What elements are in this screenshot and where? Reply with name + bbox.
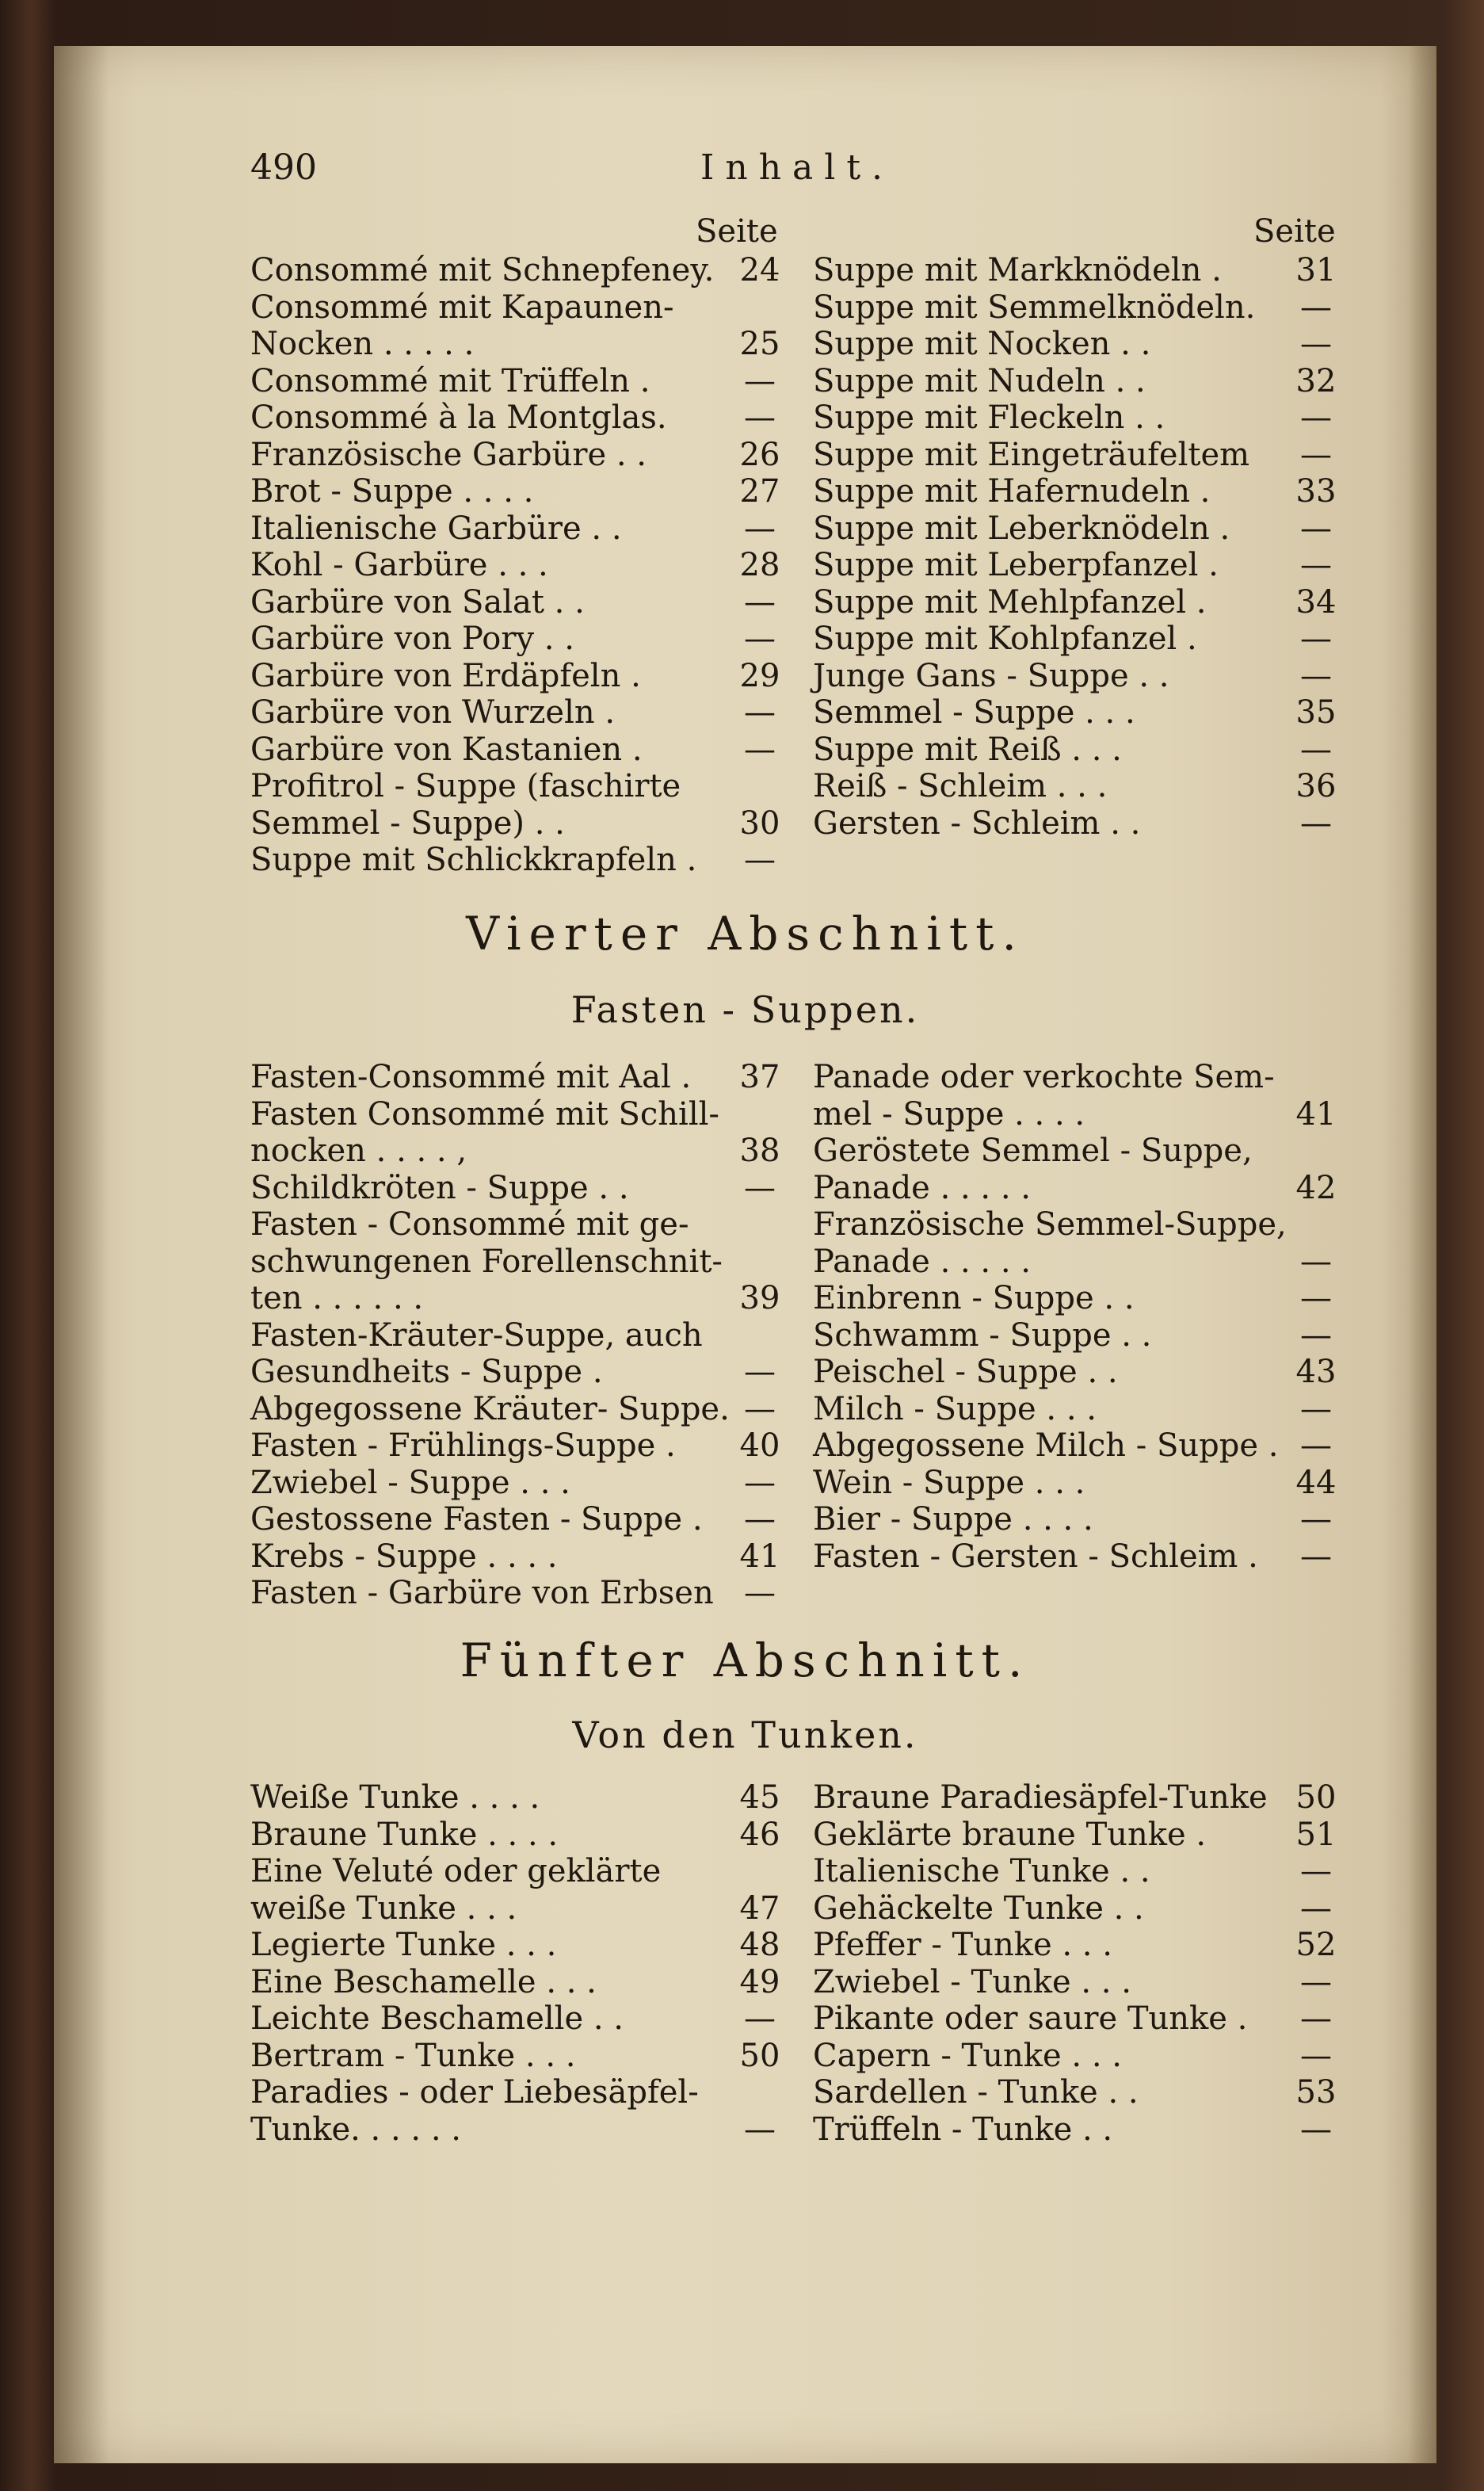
toc-entry (250, 1280, 780, 1316)
toc-entry (250, 694, 776, 731)
toc-entry (250, 326, 780, 362)
toc-entry-page: 25 (739, 326, 780, 362)
toc-entry-title: Italienische Tunke . . (813, 1853, 1150, 1889)
toc-entry (813, 1538, 1332, 1575)
toc-entry (250, 547, 780, 583)
toc-entry-title: Semmel - Suppe) . . (250, 804, 565, 842)
toc-entry-page: 38 (739, 1133, 780, 1169)
toc-entry (250, 1390, 776, 1427)
toc-entry-title: Fasten-Kräuter-Suppe, auch (250, 1316, 703, 1354)
toc-entry-title: Suppe mit Leberknödeln . (813, 510, 1230, 547)
toc-entry (813, 1963, 1332, 2000)
toc-entry-page: 46 (739, 1816, 780, 1853)
toc-entry-title: Gehäckelte Tunke . . (813, 1889, 1144, 1927)
toc-entry (813, 362, 1337, 399)
toc-entry-title: Suppe mit Fleckeln . . (813, 399, 1165, 436)
toc-entry-title: Geklärte braune Tunke . (813, 1816, 1207, 1853)
toc-entry-page: 40 (739, 1427, 780, 1464)
toc-entry (813, 621, 1332, 657)
toc-entry-page: 37 (739, 1059, 780, 1095)
page-edge-shadow (1408, 46, 1436, 2463)
toc-entry (250, 1575, 776, 1611)
toc-entry-page: 48 (739, 1927, 780, 1963)
toc-entry (250, 842, 776, 878)
toc-entry-title: Capern - Tunke . . . (813, 2037, 1122, 2074)
section-subtitle-4: Fasten - Suppen. (570, 988, 920, 1031)
toc-entry-title: schwungenen Forellenschnit- (250, 1243, 723, 1280)
toc-entry (250, 768, 768, 804)
toc-entry-page: 41 (1295, 1095, 1337, 1133)
toc-entry (813, 1501, 1332, 1538)
toc-entry (813, 657, 1332, 694)
toc-entry-page: 39 (739, 1280, 780, 1316)
toc-entry (250, 621, 776, 657)
toc-entry-page: — (744, 1390, 776, 1427)
toc-entry-title: Consommé mit Schnepfeney. (250, 252, 715, 288)
toc-entry (813, 1427, 1332, 1464)
toc-entry-title: Suppe mit Markknödeln . (813, 252, 1222, 288)
toc-entry (250, 289, 768, 326)
toc-entry (250, 1538, 780, 1575)
toc-entry-page: 34 (1295, 583, 1337, 621)
toc-entry (813, 436, 1332, 473)
toc-entry (250, 473, 780, 510)
toc-entry-page: 26 (739, 436, 780, 473)
toc-entry (250, 399, 776, 436)
toc-entry-title: Fasten - Gersten - Schleim . (813, 1538, 1258, 1575)
toc-entry (813, 1464, 1337, 1501)
toc-entry-page: 28 (739, 547, 780, 583)
toc-entry-page: 45 (739, 1779, 780, 1816)
toc-entry-title: Peischel - Suppe . . (813, 1354, 1118, 1390)
toc-entry-title: Zwiebel - Suppe . . . (250, 1464, 570, 1501)
toc-entry-title: Profitrol - Suppe (faschirte (250, 768, 681, 804)
toc-entry-page: — (744, 2000, 776, 2037)
toc-entry-page: — (1300, 547, 1332, 583)
toc-entry-page: — (1300, 1853, 1332, 1889)
toc-entry-page: 49 (739, 1963, 780, 2000)
section-title-5: Fünfter Abschnitt. (460, 1633, 1031, 1687)
column-label-left: Seite (696, 213, 778, 250)
toc-entry (813, 399, 1332, 436)
toc-entry (250, 1169, 776, 1206)
toc-entry (813, 2000, 1332, 2037)
toc-entry (250, 1206, 768, 1243)
toc-entry-title: Suppe mit Kohlpfanzel . (813, 621, 1197, 657)
toc-entry-title: Pfeffer - Tunke . . . (813, 1927, 1112, 1963)
toc-entry-title: Abgegossene Milch - Suppe . (813, 1427, 1279, 1464)
toc-entry-page: — (744, 2111, 776, 2148)
toc-entry-title: Suppe mit Leberpfanzel . (813, 547, 1219, 583)
toc-entry (813, 252, 1337, 288)
toc-entry-page: 33 (1295, 473, 1337, 510)
toc-entry-page: — (744, 621, 776, 657)
toc-entry (813, 1927, 1337, 1963)
toc-entry-title: Fasten - Consommé mit ge- (250, 1206, 689, 1243)
toc-entry (250, 1133, 780, 1169)
toc-entry (250, 1317, 768, 1354)
toc-entry-title: Kohl - Garbüre . . . (250, 547, 548, 583)
toc-entry-title: Schwamm - Suppe . . (813, 1316, 1152, 1354)
toc-entry (250, 1354, 776, 1390)
toc-entry (250, 1096, 768, 1133)
toc-entry-page: — (1300, 657, 1332, 694)
toc-entry-page: — (1300, 326, 1332, 362)
toc-entry (250, 1427, 780, 1464)
toc-entry-page: — (1300, 1501, 1332, 1538)
toc-entry-title: Weiße Tunke . . . . (250, 1779, 540, 1816)
toc-entry-page: — (1300, 2000, 1332, 2037)
toc-entry (250, 2111, 776, 2148)
toc-entry-page: — (1300, 436, 1332, 473)
toc-entry-title: Zwiebel - Tunke . . . (813, 1963, 1131, 2000)
toc-entry-page: 27 (739, 473, 780, 510)
toc-entry (250, 1853, 768, 1889)
toc-entry-page: — (744, 510, 776, 547)
toc-entry-title: Paradies - oder Liebesäpfel- (250, 2074, 699, 2111)
toc-entry (813, 1206, 1324, 1243)
toc-entry-page: — (1300, 1243, 1332, 1280)
toc-entry-title: Braune Paradiesäpfel-Tunke (813, 1779, 1268, 1816)
toc-entry (250, 1779, 780, 1816)
toc-entry-title: Eine Beschamelle . . . (250, 1963, 597, 2000)
toc-entry-title: Fasten Consommé mit Schill- (250, 1095, 719, 1133)
toc-entry (250, 1963, 780, 2000)
toc-entry (813, 2074, 1337, 2111)
toc-entry (813, 473, 1337, 510)
toc-entry-title: Bertram - Tunke . . . (250, 2037, 576, 2074)
toc-entry (250, 1059, 780, 1095)
toc-entry-title: Suppe mit Nocken . . (813, 326, 1151, 362)
toc-entry-page: — (1300, 510, 1332, 547)
toc-entry-title: Eine Veluté oder geklärte (250, 1853, 662, 1889)
toc-entry-page: — (744, 842, 776, 878)
toc-entry-title: Reiß - Schleim . . . (813, 768, 1108, 804)
toc-entry-title: Abgegossene Kräuter- Suppe. (250, 1390, 730, 1427)
toc-entry-page: 47 (739, 1889, 780, 1927)
toc-entry-title: Gesundheits - Suppe . (250, 1354, 603, 1390)
toc-entry-title: Garbüre von Erdäpfeln . (250, 657, 641, 694)
toc-entry-page: — (1300, 1538, 1332, 1575)
toc-entry-page: 51 (1295, 1816, 1337, 1853)
toc-entry (813, 1280, 1332, 1316)
toc-entry (813, 288, 1332, 326)
toc-entry-title: Junge Gans - Suppe . . (813, 657, 1169, 694)
book-page (54, 46, 1436, 2463)
running-title: Inhalt. (700, 147, 895, 188)
toc-entry (250, 1501, 776, 1538)
toc-entry (813, 583, 1337, 621)
toc-entry-title: Suppe mit Eingeträufeltem (813, 436, 1250, 473)
toc-entry-title: mel - Suppe . . . . (813, 1095, 1085, 1133)
toc-entry (813, 1889, 1332, 1927)
toc-entry-page: 53 (1295, 2074, 1337, 2111)
toc-entry-title: Fasten-Consommé mit Aal . (250, 1059, 692, 1095)
toc-entry (813, 1133, 1324, 1169)
toc-entry-title: ten . . . . . . (250, 1280, 424, 1316)
toc-entry-title: Garbüre von Wurzeln . (250, 694, 616, 731)
page-header (54, 147, 1436, 195)
toc-entry (813, 1095, 1337, 1133)
toc-entry (813, 804, 1332, 842)
toc-entry-page: — (1300, 1390, 1332, 1427)
toc-entry-page: — (744, 1575, 776, 1611)
toc-entry-page: — (744, 1464, 776, 1501)
toc-entry-page: 24 (739, 252, 780, 288)
toc-entry-page: 50 (739, 2037, 780, 2074)
toc-entry-title: Suppe mit Hafernudeln . (813, 473, 1211, 510)
toc-entry-page: 35 (1295, 694, 1337, 731)
toc-entry-title: Suppe mit Reiß . . . (813, 731, 1122, 768)
toc-entry (813, 1243, 1332, 1280)
toc-entry (813, 1853, 1332, 1889)
toc-entry-title: Fasten - Frühlings-Suppe . (250, 1427, 676, 1464)
section-title-4: Vierter Abschnitt. (466, 907, 1024, 961)
toc-entry (813, 1779, 1337, 1816)
toc-entry-page: — (1300, 2037, 1332, 2074)
toc-entry-title: Bier - Suppe . . . . (813, 1501, 1093, 1538)
toc-entry-page: — (744, 583, 776, 621)
toc-entry (250, 2037, 780, 2074)
toc-entry (813, 1316, 1332, 1354)
toc-entry-title: Garbüre von Kastanien . (250, 731, 643, 768)
toc-entry-title: Französische Semmel-Suppe, (813, 1206, 1287, 1243)
toc-entry-page: 30 (739, 804, 780, 842)
toc-entry-title: Sardellen - Tunke . . (813, 2074, 1139, 2111)
toc-entry-title: Panade . . . . . (813, 1169, 1031, 1206)
toc-entry-title: Panade . . . . . (813, 1243, 1031, 1280)
binding-shadow (54, 46, 109, 2463)
toc-entry-title: Suppe mit Semmelknödeln. (813, 288, 1256, 326)
toc-entry-page: 36 (1295, 768, 1337, 804)
toc-entry-title: Gestossene Fasten - Suppe . (250, 1501, 703, 1538)
toc-entry-title: Trüffeln - Tunke . . (813, 2111, 1113, 2148)
toc-entry-page: — (744, 694, 776, 731)
toc-entry (813, 768, 1337, 804)
toc-entry-title: Brot - Suppe . . . . (250, 473, 534, 510)
toc-entry (813, 694, 1337, 731)
toc-entry-title: Suppe mit Mehlpfanzel . (813, 583, 1207, 621)
toc-entry-title: Garbüre von Pory . . (250, 621, 574, 657)
toc-entry (250, 2074, 768, 2111)
toc-entry-page: — (1300, 731, 1332, 768)
toc-entry-page: — (1300, 1427, 1332, 1464)
toc-entry-title: Suppe mit Nudeln . . (813, 362, 1146, 399)
toc-entry-title: Pikante oder saure Tunke . (813, 2000, 1248, 2037)
toc-entry-title: Braune Tunke . . . . (250, 1816, 559, 1853)
toc-entry-title: Garbüre von Salat . . (250, 583, 585, 621)
toc-entry (813, 1354, 1337, 1390)
toc-entry-title: Gersten - Schleim . . (813, 804, 1141, 842)
toc-entry-page: — (744, 1169, 776, 1206)
toc-entry (813, 2037, 1332, 2074)
toc-entry-page: — (1300, 2111, 1332, 2148)
toc-entry (813, 326, 1332, 362)
toc-entry (250, 804, 780, 842)
toc-entry-title: Consommé mit Kapaunen- (250, 288, 674, 326)
toc-entry (813, 1816, 1337, 1853)
toc-entry-page: — (1300, 288, 1332, 326)
toc-entry-title: Legierte Tunke . . . (250, 1927, 557, 1963)
toc-entry (250, 731, 776, 768)
toc-entry-title: Fasten - Garbüre von Erbsen (250, 1575, 714, 1611)
toc-entry (250, 252, 780, 288)
toc-entry-page: — (1300, 804, 1332, 842)
toc-entry (250, 510, 776, 547)
toc-entry-title: Milch - Suppe . . . (813, 1390, 1097, 1427)
toc-entry-page: 29 (739, 657, 780, 694)
toc-entry-page: — (744, 731, 776, 768)
toc-entry-page: 41 (739, 1538, 780, 1575)
toc-entry-page: 44 (1295, 1464, 1337, 1501)
toc-entry-page: 32 (1295, 362, 1337, 399)
toc-entry (813, 1390, 1332, 1427)
toc-entry-page: — (1300, 1280, 1332, 1316)
toc-entry-page: — (744, 399, 776, 436)
toc-entry-title: Tunke. . . . . . (250, 2111, 461, 2148)
toc-entry-title: Semmel - Suppe . . . (813, 694, 1135, 731)
toc-entry (813, 731, 1332, 768)
toc-entry (250, 1927, 780, 1963)
toc-entry (250, 2000, 776, 2037)
toc-entry (250, 1889, 780, 1927)
toc-entry-title: Einbrenn - Suppe . . (813, 1280, 1135, 1316)
toc-entry-title: Consommé à la Montglas. (250, 399, 667, 436)
toc-entry-title: Italienische Garbüre . . (250, 510, 622, 547)
toc-entry-page: — (744, 1501, 776, 1538)
section-subtitle-5: Von den Tunken. (572, 1714, 918, 1756)
toc-entry-page: — (1300, 399, 1332, 436)
toc-entry-title: Krebs - Suppe . . . . (250, 1538, 558, 1575)
toc-entry-title: weiße Tunke . . . (250, 1889, 517, 1927)
page-number: 490 (250, 147, 317, 188)
toc-entry-title: Consommé mit Trüffeln . (250, 362, 650, 399)
toc-entry (250, 657, 780, 694)
toc-entry-page: 52 (1295, 1927, 1337, 1963)
toc-entry (813, 510, 1332, 547)
toc-entry-page: 31 (1295, 252, 1337, 288)
toc-entry-page: — (744, 362, 776, 399)
toc-entry-page: — (1300, 1889, 1332, 1927)
toc-entry (250, 436, 780, 473)
toc-entry-title: Suppe mit Schlickkrapfeln . (250, 842, 697, 878)
toc-entry-page: 43 (1295, 1354, 1337, 1390)
toc-entry-title: Wein - Suppe . . . (813, 1464, 1085, 1501)
toc-entry (250, 583, 776, 621)
toc-entry-title: Schildkröten - Suppe . . (250, 1169, 629, 1206)
toc-entry (250, 1816, 780, 1853)
toc-entry (250, 362, 776, 399)
toc-entry (813, 1059, 1324, 1095)
toc-entry (250, 1464, 776, 1501)
toc-entry-title: Panade oder verkochte Sem- (813, 1059, 1275, 1095)
toc-entry-page: — (1300, 1963, 1332, 2000)
toc-entry-title: Leichte Beschamelle . . (250, 2000, 624, 2037)
toc-entry (250, 1244, 768, 1280)
toc-entry-page: — (1300, 1316, 1332, 1354)
toc-entry (813, 1169, 1337, 1206)
toc-entry-title: Nocken . . . . . (250, 326, 475, 362)
toc-entry-page: 50 (1295, 1779, 1337, 1816)
toc-entry-page: — (1300, 621, 1332, 657)
toc-entry-title: nocken . . . . , (250, 1133, 467, 1169)
toc-entry-title: Französische Garbüre . . (250, 436, 647, 473)
toc-entry-title: Geröstete Semmel - Suppe, (813, 1133, 1253, 1169)
toc-entry-page: 42 (1295, 1169, 1337, 1206)
toc-entry (813, 2111, 1332, 2148)
column-label-right: Seite (1253, 213, 1336, 250)
toc-entry (813, 547, 1332, 583)
toc-entry-page: — (744, 1354, 776, 1390)
